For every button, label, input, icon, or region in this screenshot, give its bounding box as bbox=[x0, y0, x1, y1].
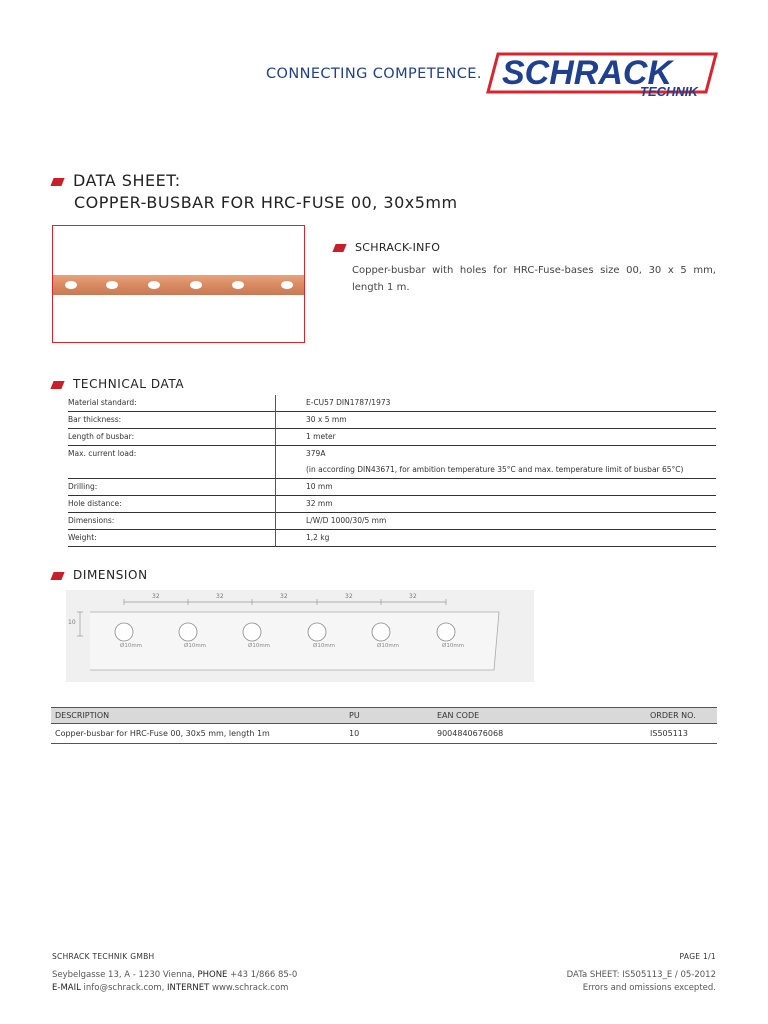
spacing-label: 32 bbox=[280, 593, 288, 600]
dimension-heading: DIMENSION bbox=[52, 568, 148, 582]
hole-label: Ø10mm bbox=[442, 643, 465, 649]
spacing-label: 32 bbox=[345, 593, 353, 600]
table-row: Bar thickness: 30 x 5 mm bbox=[68, 412, 716, 429]
page-title bbox=[52, 170, 458, 214]
tagline: CONNECTING COMPETENCE. bbox=[266, 66, 482, 82]
bullet-icon bbox=[332, 244, 346, 252]
table-row: Material standard: E-CU57 DIN1787/1973 bbox=[68, 395, 716, 412]
footer-datasheet: DATa SHEET: IS505113_E / 05-2012 Errors and omissions excepted. bbox=[566, 970, 716, 993]
table-row: Max. current load: 379A bbox=[68, 446, 716, 463]
bullet-icon bbox=[50, 381, 64, 389]
spacing-label: 32 bbox=[216, 593, 224, 600]
info-text: Copper-busbar with holes for HRC-Fuse-bases size 00, 30 x 5 mm, length 1 m. bbox=[352, 265, 716, 293]
bullet-icon bbox=[50, 178, 64, 186]
hole-label: Ø10mm bbox=[313, 643, 336, 649]
table-row: Length of busbar: 1 meter bbox=[68, 429, 716, 446]
title-line-1: DATA SHEET: bbox=[73, 171, 181, 190]
technical-data-heading: TECHNICAL DATA bbox=[52, 377, 184, 391]
hole-label: Ø10mm bbox=[377, 643, 400, 649]
title-line-2: COPPER-BUSBAR FOR HRC-FUSE 00, 30x5mm bbox=[74, 193, 458, 212]
table-row: Copper-busbar for HRC-Fuse 00, 30x5 mm, length 1m 10 9004840676068 IS505113 bbox=[51, 724, 717, 744]
hole-label: Ø10mm bbox=[248, 643, 271, 649]
spacing-label: 32 bbox=[409, 593, 417, 600]
table-row: Dimensions: L/W/D 1000/30/5 mm bbox=[68, 513, 716, 530]
table-row: Hole distance: 32 mm bbox=[68, 496, 716, 513]
table-row: Drilling: 10 mm bbox=[68, 479, 716, 496]
footer-page: PAGE 1/1 bbox=[679, 952, 716, 961]
logo-subtext: TECHNIK bbox=[640, 84, 698, 98]
schrack-logo bbox=[484, 52, 718, 98]
logo-text: SCHRACK bbox=[502, 54, 672, 92]
height-label: 10 bbox=[68, 619, 76, 626]
spacing-label: 32 bbox=[152, 593, 160, 600]
info-heading: SCHRACK-INFO bbox=[334, 241, 440, 254]
product-photo bbox=[52, 225, 305, 343]
technical-data-table bbox=[68, 395, 716, 547]
bullet-icon bbox=[50, 572, 64, 580]
footer-contact: Seybelgasse 13, A - 1230 Vienna, PHONE +43 1/866 85-0 E-MAIL info@schrack.com, INTERNET www.schrack.com bbox=[52, 970, 298, 993]
hole-label: Ø10mm bbox=[120, 643, 143, 649]
hole-label: Ø10mm bbox=[184, 643, 207, 649]
dimension-drawing bbox=[66, 590, 534, 682]
footer-company: SCHRACK TECHNIK GMBH bbox=[52, 952, 155, 961]
order-table bbox=[51, 707, 717, 744]
order-table-header: DESCRIPTION PU EAN CODE ORDER NO. bbox=[51, 708, 717, 724]
table-row: (in according DIN43671, for ambition temperature 35°C and max. temperature limit of busbar 65°C) bbox=[68, 462, 716, 479]
table-row: Weight: 1,2 kg bbox=[68, 530, 716, 547]
